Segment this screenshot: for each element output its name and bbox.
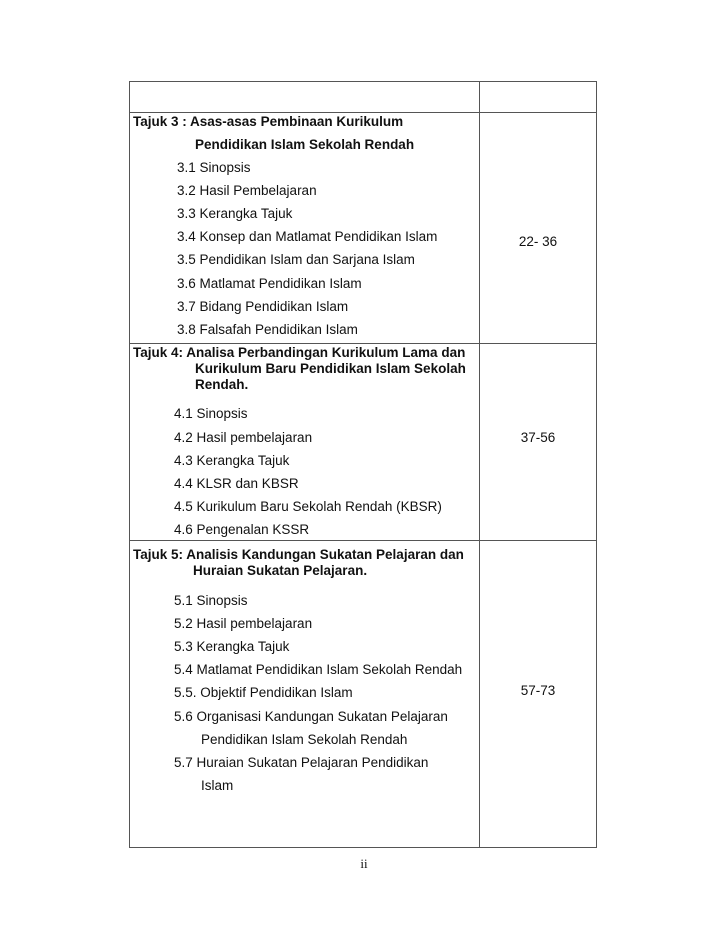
row-divider-1 — [129, 343, 597, 344]
toc-item: 4.3 Kerangka Tajuk — [174, 453, 290, 468]
toc-item: 4.6 Pengenalan KSSR — [174, 522, 310, 537]
toc-item: 5.2 Hasil pembelajaran — [174, 616, 313, 631]
page-number: ii — [360, 856, 368, 871]
section-title: Rendah. — [195, 377, 249, 392]
page-range: 37-56 — [520, 430, 556, 445]
page-range: 22- 36 — [518, 234, 558, 249]
toc-item: 3.8 Falsafah Pendidikan Islam — [177, 322, 358, 337]
page-range: 57-73 — [520, 683, 556, 698]
toc-item: 3.3 Kerangka Tajuk — [177, 206, 293, 221]
row-divider-header — [129, 112, 597, 113]
toc-item: 4.4 KLSR dan KBSR — [174, 476, 299, 491]
section-title: Tajuk 5: Analisis Kandungan Sukatan Pelajaran dan — [133, 547, 464, 562]
toc-item: 5.3 Kerangka Tajuk — [174, 639, 290, 654]
section-title: Pendidikan Islam Sekolah Rendah — [195, 137, 415, 152]
toc-item: 5.5. Objektif Pendidikan Islam — [174, 685, 353, 700]
toc-item: 5.1 Sinopsis — [174, 593, 248, 608]
toc-item: 4.5 Kurikulum Baru Sekolah Rendah (KBSR) — [174, 499, 442, 514]
toc-item: 3.1 Sinopsis — [177, 160, 251, 175]
section-title: Kurikulum Baru Pendidikan Islam Sekolah — [195, 361, 466, 376]
toc-item: 5.7 Huraian Sukatan Pelajaran Pendidikan — [174, 755, 429, 770]
toc-item: 5.6 Organisasi Kandungan Sukatan Pelajaran — [174, 709, 448, 724]
toc-item-continued: Islam — [201, 778, 234, 793]
section-title: Huraian Sukatan Pelajaran. — [193, 563, 368, 578]
toc-item: 3.2 Hasil Pembelajaran — [177, 183, 317, 198]
toc-item: 4.1 Sinopsis — [174, 406, 248, 421]
section-title: Tajuk 3 : Asas-asas Pembinaan Kurikulum — [133, 114, 404, 129]
column-divider — [479, 81, 480, 848]
toc-item: 5.4 Matlamat Pendidikan Islam Sekolah Rendah — [174, 662, 463, 677]
toc-item: 3.7 Bidang Pendidikan Islam — [177, 299, 349, 314]
toc-item: 4.2 Hasil pembelajaran — [174, 430, 313, 445]
toc-item-continued: Pendidikan Islam Sekolah Rendah — [201, 732, 408, 747]
section-title: Tajuk 4: Analisa Perbandingan Kurikulum Lama dan — [133, 345, 466, 360]
toc-item: 3.6 Matlamat Pendidikan Islam — [177, 276, 362, 291]
toc-item: 3.4 Konsep dan Matlamat Pendidikan Islam — [177, 229, 438, 244]
row-divider-2 — [129, 540, 597, 541]
toc-item: 3.5 Pendidikan Islam dan Sarjana Islam — [177, 252, 415, 267]
